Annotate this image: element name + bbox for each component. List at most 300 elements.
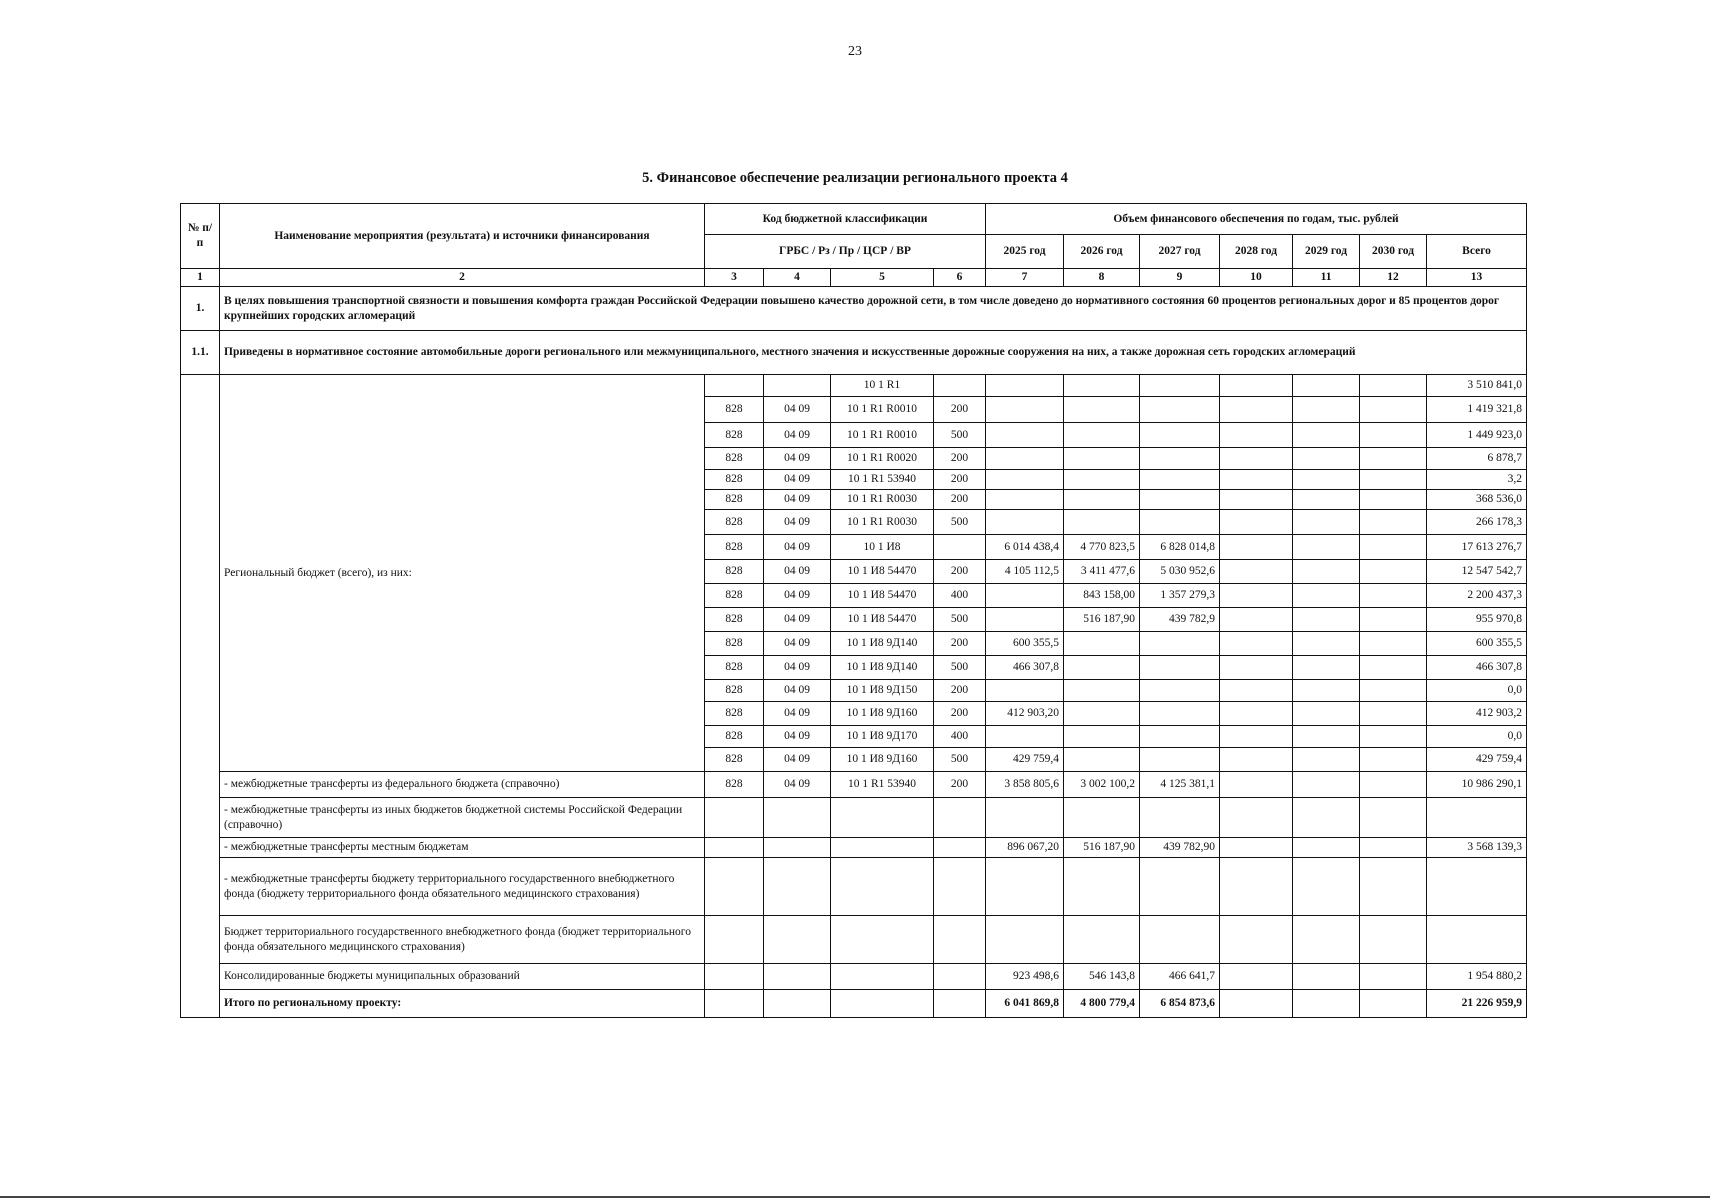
- csr-cell: [831, 838, 934, 858]
- rz-cell: 04 09: [764, 510, 831, 535]
- vr-cell: 200: [934, 772, 986, 798]
- value-2027: 466 641,7: [1140, 964, 1220, 990]
- header-kbk-group: Код бюджетной классификации: [705, 204, 986, 235]
- csr-cell: 10 1 R1 R0010: [831, 423, 934, 448]
- value-2029: [1293, 632, 1360, 656]
- value-2029: [1293, 423, 1360, 448]
- vr-cell: 500: [934, 608, 986, 632]
- value-2028: [1220, 397, 1293, 423]
- value-2030: [1360, 702, 1427, 726]
- value-2027: [1140, 798, 1220, 838]
- value-2028: [1220, 748, 1293, 772]
- rz-cell: 04 09: [764, 726, 831, 748]
- value-total: 1 419 321,8: [1427, 397, 1527, 423]
- total-2029: [1293, 990, 1360, 1018]
- value-2028: [1220, 510, 1293, 535]
- csr-cell: 10 1 И8 9Д140: [831, 632, 934, 656]
- csr-cell: 10 1 И8 54470: [831, 608, 934, 632]
- header-total: Всего: [1427, 235, 1527, 269]
- grbs-cell: 828: [705, 726, 764, 748]
- column-number: 1: [181, 269, 220, 287]
- value-2028: [1220, 490, 1293, 510]
- value-2026: [1064, 490, 1140, 510]
- rz-cell: 04 09: [764, 632, 831, 656]
- subsection-number: 1.1.: [181, 331, 220, 375]
- csr-cell: 10 1 И8 9Д170: [831, 726, 934, 748]
- value-2026: [1064, 448, 1140, 470]
- total-2025: 6 041 869,8: [986, 990, 1064, 1018]
- value-total: 429 759,4: [1427, 748, 1527, 772]
- value-2025: [986, 916, 1064, 964]
- value-2025: [986, 726, 1064, 748]
- value-2026: [1064, 702, 1140, 726]
- value-2029: [1293, 584, 1360, 608]
- value-2028: [1220, 470, 1293, 490]
- grbs-cell: 828: [705, 560, 764, 584]
- value-2030: [1360, 656, 1427, 680]
- value-2026: 516 187,90: [1064, 838, 1140, 858]
- grbs-cell: [705, 990, 764, 1018]
- value-2027: [1140, 748, 1220, 772]
- value-total: 3 568 139,3: [1427, 838, 1527, 858]
- value-2026: [1064, 375, 1140, 397]
- header-year: 2027 год: [1140, 235, 1220, 269]
- table-row: [181, 838, 1527, 858]
- total-2028: [1220, 990, 1293, 1018]
- value-total: 0,0: [1427, 680, 1527, 702]
- value-2025: 4 105 112,5: [986, 560, 1064, 584]
- value-2029: [1293, 702, 1360, 726]
- value-2028: [1220, 858, 1293, 916]
- rz-cell: [764, 858, 831, 916]
- value-2025: 429 759,4: [986, 748, 1064, 772]
- value-2027: [1140, 510, 1220, 535]
- value-total: 17 613 276,7: [1427, 535, 1527, 560]
- column-number: 7: [986, 269, 1064, 287]
- empty-cell: [181, 375, 220, 1018]
- value-2025: [986, 584, 1064, 608]
- vr-cell: 200: [934, 560, 986, 584]
- value-2027: [1140, 858, 1220, 916]
- value-2029: [1293, 656, 1360, 680]
- value-2026: 4 770 823,5: [1064, 535, 1140, 560]
- grbs-cell: [705, 798, 764, 838]
- grbs-cell: [705, 916, 764, 964]
- value-2029: [1293, 680, 1360, 702]
- total-2030: [1360, 990, 1427, 1018]
- value-2029: [1293, 726, 1360, 748]
- csr-cell: 10 1 И8: [831, 535, 934, 560]
- column-number: 2: [220, 269, 705, 287]
- value-2030: [1360, 680, 1427, 702]
- value-2026: 843 158,00: [1064, 584, 1140, 608]
- value-2028: [1220, 448, 1293, 470]
- column-number: 8: [1064, 269, 1140, 287]
- value-2025: 923 498,6: [986, 964, 1064, 990]
- rz-cell: 04 09: [764, 772, 831, 798]
- value-2029: [1293, 397, 1360, 423]
- value-total: 10 986 290,1: [1427, 772, 1527, 798]
- grbs-cell: 828: [705, 656, 764, 680]
- column-number: 13: [1427, 269, 1527, 287]
- csr-cell: 10 1 R1 R0030: [831, 510, 934, 535]
- value-2026: [1064, 858, 1140, 916]
- value-total: 266 178,3: [1427, 510, 1527, 535]
- header-year: 2029 год: [1293, 235, 1360, 269]
- value-2025: 466 307,8: [986, 656, 1064, 680]
- value-2025: [986, 397, 1064, 423]
- csr-cell: [831, 990, 934, 1018]
- value-total: 3 510 841,0: [1427, 375, 1527, 397]
- vr-cell: [934, 916, 986, 964]
- value-2026: [1064, 680, 1140, 702]
- grbs-cell: 828: [705, 423, 764, 448]
- value-2026: 3 411 477,6: [1064, 560, 1140, 584]
- value-2030: [1360, 397, 1427, 423]
- rz-cell: 04 09: [764, 702, 831, 726]
- value-2030: [1360, 510, 1427, 535]
- value-2030: [1360, 470, 1427, 490]
- value-2030: [1360, 490, 1427, 510]
- header-year: 2030 год: [1360, 235, 1427, 269]
- value-2030: [1360, 858, 1427, 916]
- column-number: 3: [705, 269, 764, 287]
- csr-cell: 10 1 И8 54470: [831, 560, 934, 584]
- value-2025: [986, 470, 1064, 490]
- vr-cell: [934, 798, 986, 838]
- header-volume-group: Объем финансового обеспечения по годам, тыс. рублей: [986, 204, 1527, 235]
- total-2026: 4 800 779,4: [1064, 990, 1140, 1018]
- value-2025: [986, 510, 1064, 535]
- csr-cell: 10 1 R1 R0010: [831, 397, 934, 423]
- value-2027: [1140, 448, 1220, 470]
- value-2030: [1360, 535, 1427, 560]
- vr-cell: [934, 375, 986, 397]
- value-2026: 516 187,90: [1064, 608, 1140, 632]
- value-2027: 439 782,9: [1140, 608, 1220, 632]
- vr-cell: 200: [934, 490, 986, 510]
- value-2027: 4 125 381,1: [1140, 772, 1220, 798]
- value-2025: [986, 608, 1064, 632]
- value-2027: [1140, 916, 1220, 964]
- column-number-row: [181, 269, 1527, 287]
- value-2030: [1360, 916, 1427, 964]
- rz-cell: [764, 964, 831, 990]
- column-number: 6: [934, 269, 986, 287]
- table-row: [181, 375, 1527, 397]
- value-2027: [1140, 397, 1220, 423]
- csr-cell: [831, 964, 934, 990]
- value-2027: [1140, 680, 1220, 702]
- total-row: [181, 990, 1527, 1018]
- grbs-cell: 828: [705, 510, 764, 535]
- rz-cell: 04 09: [764, 448, 831, 470]
- value-2027: [1140, 375, 1220, 397]
- value-2028: [1220, 560, 1293, 584]
- header-kbk-sub: ГРБС / Рз / Пр / ЦСР / ВР: [705, 235, 986, 269]
- value-2030: [1360, 584, 1427, 608]
- rz-cell: 04 09: [764, 584, 831, 608]
- vr-cell: 200: [934, 397, 986, 423]
- value-2029: [1293, 510, 1360, 535]
- csr-cell: 10 1 И8 9Д160: [831, 748, 934, 772]
- value-2028: [1220, 535, 1293, 560]
- table-row: [181, 964, 1527, 990]
- vr-cell: 400: [934, 584, 986, 608]
- value-2027: [1140, 656, 1220, 680]
- value-2029: [1293, 375, 1360, 397]
- rz-cell: [764, 838, 831, 858]
- value-2025: 896 067,20: [986, 838, 1064, 858]
- value-total: 466 307,8: [1427, 656, 1527, 680]
- total-label: Итого по региональному проекту:: [220, 990, 705, 1018]
- value-2030: [1360, 608, 1427, 632]
- grbs-cell: 828: [705, 702, 764, 726]
- value-2028: [1220, 680, 1293, 702]
- csr-cell: [831, 916, 934, 964]
- value-2029: [1293, 470, 1360, 490]
- value-2026: [1064, 397, 1140, 423]
- value-total: 1 954 880,2: [1427, 964, 1527, 990]
- value-total: 600 355,5: [1427, 632, 1527, 656]
- grbs-cell: 828: [705, 584, 764, 608]
- value-2027: [1140, 702, 1220, 726]
- grbs-cell: [705, 964, 764, 990]
- value-total: [1427, 798, 1527, 838]
- value-2026: [1064, 726, 1140, 748]
- value-2026: [1064, 470, 1140, 490]
- scan-edge-line: [0, 1196, 1710, 1198]
- value-2028: [1220, 838, 1293, 858]
- document-title: 5. Финансовое обеспечение реализации регионального проекта 4: [642, 170, 1068, 186]
- financial-table: [180, 203, 1527, 1018]
- table-body: [181, 269, 1527, 1018]
- value-2026: [1064, 748, 1140, 772]
- value-2029: [1293, 490, 1360, 510]
- header-year: 2028 год: [1220, 235, 1293, 269]
- value-2029: [1293, 916, 1360, 964]
- vr-cell: [934, 990, 986, 1018]
- csr-cell: 10 1 R1: [831, 375, 934, 397]
- grbs-cell: [705, 858, 764, 916]
- value-2025: [986, 423, 1064, 448]
- grbs-cell: [705, 838, 764, 858]
- row-label: - межбюджетные трансферты местным бюджетам: [220, 838, 705, 858]
- value-2025: [986, 448, 1064, 470]
- vr-cell: [934, 858, 986, 916]
- value-2028: [1220, 726, 1293, 748]
- header-num: № п/п: [181, 204, 220, 269]
- row-label: - межбюджетные трансферты бюджету территориального государственного внебюджетного фонда (бюджету территориального фонда обязательного медицинского страхования): [220, 858, 705, 916]
- grbs-cell: [705, 375, 764, 397]
- value-2025: 6 014 438,4: [986, 535, 1064, 560]
- value-2030: [1360, 726, 1427, 748]
- grbs-cell: 828: [705, 535, 764, 560]
- value-total: 368 536,0: [1427, 490, 1527, 510]
- value-2029: [1293, 748, 1360, 772]
- vr-cell: [934, 838, 986, 858]
- vr-cell: 500: [934, 510, 986, 535]
- rz-cell: [764, 798, 831, 838]
- rz-cell: [764, 916, 831, 964]
- value-2027: 6 828 014,8: [1140, 535, 1220, 560]
- value-2026: 546 143,8: [1064, 964, 1140, 990]
- table-row: [181, 798, 1527, 838]
- subsection-row: [181, 331, 1527, 375]
- value-total: 12 547 542,7: [1427, 560, 1527, 584]
- column-number: 5: [831, 269, 934, 287]
- csr-cell: 10 1 R1 R0030: [831, 490, 934, 510]
- csr-cell: 10 1 И8 9Д160: [831, 702, 934, 726]
- value-total: 2 200 437,3: [1427, 584, 1527, 608]
- vr-cell: 500: [934, 748, 986, 772]
- header-name: Наименование мероприятия (результата) и источники финансирования: [220, 204, 705, 269]
- column-number: 4: [764, 269, 831, 287]
- column-number: 9: [1140, 269, 1220, 287]
- vr-cell: 200: [934, 702, 986, 726]
- value-2029: [1293, 964, 1360, 990]
- value-2026: [1064, 798, 1140, 838]
- page-number: 23: [848, 44, 862, 59]
- value-total: 1 449 923,0: [1427, 423, 1527, 448]
- rz-cell: 04 09: [764, 423, 831, 448]
- value-2028: [1220, 964, 1293, 990]
- value-2028: [1220, 702, 1293, 726]
- value-2029: [1293, 535, 1360, 560]
- value-2030: [1360, 423, 1427, 448]
- section-number: 1.: [181, 287, 220, 331]
- section-row: [181, 287, 1527, 331]
- value-2025: [986, 375, 1064, 397]
- total-all: 21 226 959,9: [1427, 990, 1527, 1018]
- value-2029: [1293, 608, 1360, 632]
- vr-cell: 200: [934, 448, 986, 470]
- section-text: В целях повышения транспортной связности и повышения комфорта граждан Российской Федерации повышено качество дорожной сети, в том числе доведено до нормативного состояния 60 процентов региональных дорог и 85 процентов дорог крупнейших городских агломераций: [220, 287, 1527, 331]
- vr-cell: [934, 964, 986, 990]
- value-2025: [986, 858, 1064, 916]
- value-2027: 5 030 952,6: [1140, 560, 1220, 584]
- value-2028: [1220, 584, 1293, 608]
- value-2030: [1360, 772, 1427, 798]
- rz-cell: [764, 375, 831, 397]
- value-2028: [1220, 772, 1293, 798]
- rz-cell: [764, 990, 831, 1018]
- value-2030: [1360, 375, 1427, 397]
- rz-cell: 04 09: [764, 397, 831, 423]
- csr-cell: 10 1 И8 9Д140: [831, 656, 934, 680]
- value-2030: [1360, 448, 1427, 470]
- value-2027: [1140, 470, 1220, 490]
- value-total: [1427, 858, 1527, 916]
- row-label: - межбюджетные трансферты из иных бюджетов бюджетной системы Российской Федерации (справочно): [220, 798, 705, 838]
- value-2027: [1140, 726, 1220, 748]
- table-row: [181, 916, 1527, 964]
- value-total: 6 878,7: [1427, 448, 1527, 470]
- csr-cell: 10 1 R1 53940: [831, 470, 934, 490]
- value-2026: [1064, 510, 1140, 535]
- value-2028: [1220, 608, 1293, 632]
- column-number: 12: [1360, 269, 1427, 287]
- grbs-cell: 828: [705, 772, 764, 798]
- value-2030: [1360, 748, 1427, 772]
- value-2028: [1220, 916, 1293, 964]
- value-2029: [1293, 798, 1360, 838]
- grbs-cell: 828: [705, 448, 764, 470]
- value-2029: [1293, 858, 1360, 916]
- value-2030: [1360, 560, 1427, 584]
- table-row: [181, 772, 1527, 798]
- value-2028: [1220, 798, 1293, 838]
- value-2026: 3 002 100,2: [1064, 772, 1140, 798]
- rz-cell: 04 09: [764, 608, 831, 632]
- subsection-text: Приведены в нормативное состояние автомобильные дороги регионального или межмуниципального, местного значения и искусственные дорожные сооружения на них, а также дорожная сеть городских агломераций: [220, 331, 1527, 375]
- value-total: 0,0: [1427, 726, 1527, 748]
- value-2030: [1360, 798, 1427, 838]
- csr-cell: 10 1 R1 R0020: [831, 448, 934, 470]
- table-row: [181, 858, 1527, 916]
- grbs-cell: 828: [705, 470, 764, 490]
- vr-cell: 200: [934, 632, 986, 656]
- grbs-cell: 828: [705, 632, 764, 656]
- value-2025: 600 355,5: [986, 632, 1064, 656]
- csr-cell: [831, 858, 934, 916]
- value-2029: [1293, 772, 1360, 798]
- value-2026: [1064, 632, 1140, 656]
- value-2027: 1 357 279,3: [1140, 584, 1220, 608]
- value-2029: [1293, 560, 1360, 584]
- value-2027: [1140, 632, 1220, 656]
- rz-cell: 04 09: [764, 680, 831, 702]
- value-2030: [1360, 838, 1427, 858]
- row-label: Бюджет территориального государственного внебюджетного фонда (бюджет территориального фонда обязательного медицинского страхования): [220, 916, 705, 964]
- value-2025: [986, 490, 1064, 510]
- total-2027: 6 854 873,6: [1140, 990, 1220, 1018]
- value-2028: [1220, 375, 1293, 397]
- value-2025: [986, 798, 1064, 838]
- header-year: 2026 год: [1064, 235, 1140, 269]
- grbs-cell: 828: [705, 608, 764, 632]
- value-2030: [1360, 964, 1427, 990]
- rz-cell: 04 09: [764, 470, 831, 490]
- rz-cell: 04 09: [764, 490, 831, 510]
- value-total: 955 970,8: [1427, 608, 1527, 632]
- header-year: 2025 год: [986, 235, 1064, 269]
- vr-cell: 400: [934, 726, 986, 748]
- value-2025: 3 858 805,6: [986, 772, 1064, 798]
- vr-cell: 500: [934, 656, 986, 680]
- grbs-cell: 828: [705, 490, 764, 510]
- column-number: 10: [1220, 269, 1293, 287]
- value-2028: [1220, 632, 1293, 656]
- vr-cell: [934, 535, 986, 560]
- value-2027: 439 782,90: [1140, 838, 1220, 858]
- grbs-cell: 828: [705, 748, 764, 772]
- csr-cell: [831, 798, 934, 838]
- value-total: 3,2: [1427, 470, 1527, 490]
- value-2026: [1064, 916, 1140, 964]
- rz-cell: 04 09: [764, 656, 831, 680]
- rz-cell: 04 09: [764, 748, 831, 772]
- csr-cell: 10 1 И8 54470: [831, 584, 934, 608]
- vr-cell: 200: [934, 680, 986, 702]
- value-2026: [1064, 656, 1140, 680]
- row-label: - межбюджетные трансферты из федерального бюджета (справочно): [220, 772, 705, 798]
- vr-cell: 200: [934, 470, 986, 490]
- row-label: Консолидированные бюджеты муниципальных образований: [220, 964, 705, 990]
- value-2028: [1220, 423, 1293, 448]
- value-2029: [1293, 448, 1360, 470]
- grbs-cell: 828: [705, 680, 764, 702]
